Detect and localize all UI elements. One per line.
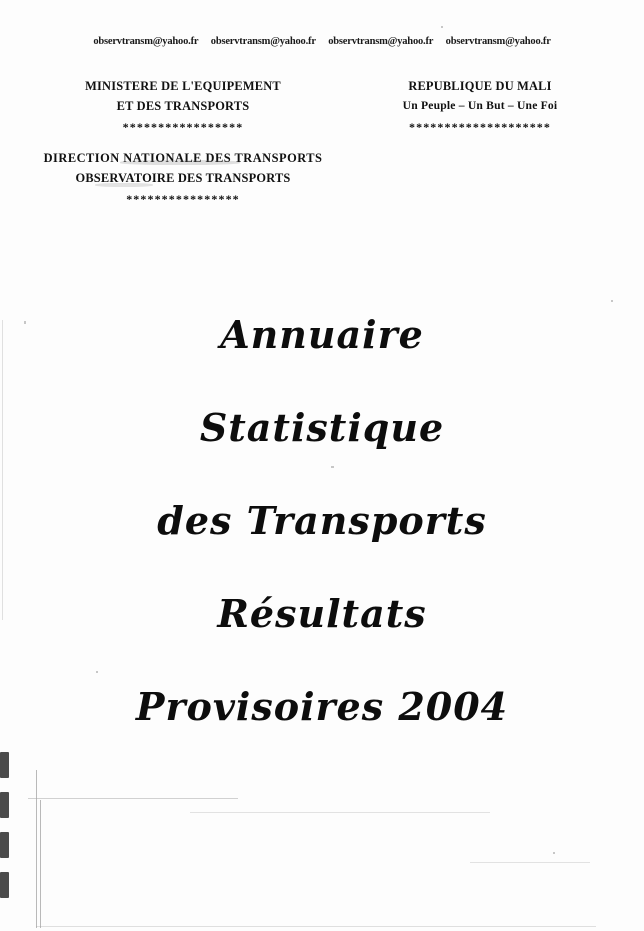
- ministry-line-2: ET DES TRANSPORTS: [116, 99, 250, 113]
- letterhead-left-block: [38, 76, 328, 210]
- motto-line: Un Peuple – Un But – Une Foi: [402, 99, 558, 112]
- scan-artifact-speck-5: [96, 671, 98, 673]
- title-line-3: des Transports: [157, 498, 487, 543]
- scan-artifact-streak-4: [470, 862, 590, 863]
- scan-artifact-smudge-2: [95, 183, 153, 187]
- title-line-1: Annuaire: [220, 312, 424, 357]
- scan-artifact-left-bar-2: [0, 792, 9, 818]
- scan-artifact-left-bar-3: [0, 832, 9, 858]
- letterhead-left-stars-1: *****************: [122, 120, 244, 134]
- title-line-2: Statistique: [199, 405, 445, 450]
- observatory-line: OBSERVATOIRE DES TRANSPORTS: [75, 171, 291, 185]
- scan-artifact-streak-3: [36, 926, 596, 927]
- email-header-item-1: observtransm@yahoo.fr: [93, 36, 199, 47]
- republic-line: REPUBLIQUE DU MALI: [408, 79, 552, 93]
- title-line-5: Provisoires 2004: [135, 684, 509, 729]
- scan-artifact-speck-3: [331, 466, 334, 468]
- scan-artifact-speck-6: [553, 852, 555, 854]
- letterhead-right-stars: ********************: [409, 120, 551, 134]
- scan-artifact-speck-4: [24, 321, 26, 324]
- email-header-item-3: observtransm@yahoo.fr: [328, 36, 434, 47]
- scan-artifact-fold-line-3: [2, 320, 3, 620]
- email-header-item-2: observtransm@yahoo.fr: [210, 36, 316, 47]
- scan-artifact-streak-1: [28, 798, 238, 799]
- scan-artifact-speck-1: [441, 26, 443, 28]
- scan-artifact-speck-2: [611, 300, 613, 302]
- email-header-item-4: observtransm@yahoo.fr: [445, 36, 551, 47]
- scan-artifact-fold-line-2: [40, 800, 41, 928]
- letterhead-left-spacer: [38, 138, 328, 148]
- scan-artifact-left-bar-4: [0, 872, 9, 898]
- title-line-4: Résultats: [217, 591, 427, 636]
- scan-artifact-fold-line-1: [36, 770, 37, 928]
- letterhead: [0, 76, 644, 216]
- scan-artifact-smudge-1: [120, 160, 240, 165]
- email-header-line: [0, 36, 644, 47]
- page-title: [0, 288, 644, 753]
- direction-line: DIRECTION NATIONALE DES TRANSPORTS: [43, 151, 323, 165]
- scan-artifact-streak-2: [190, 812, 490, 813]
- scan-artifact-left-bar-1: [0, 752, 9, 778]
- letterhead-left-stars-2: ****************: [126, 192, 240, 206]
- ministry-line-1: MINISTERE DE L'EQUIPEMENT: [85, 79, 281, 93]
- letterhead-right-block: [350, 76, 610, 138]
